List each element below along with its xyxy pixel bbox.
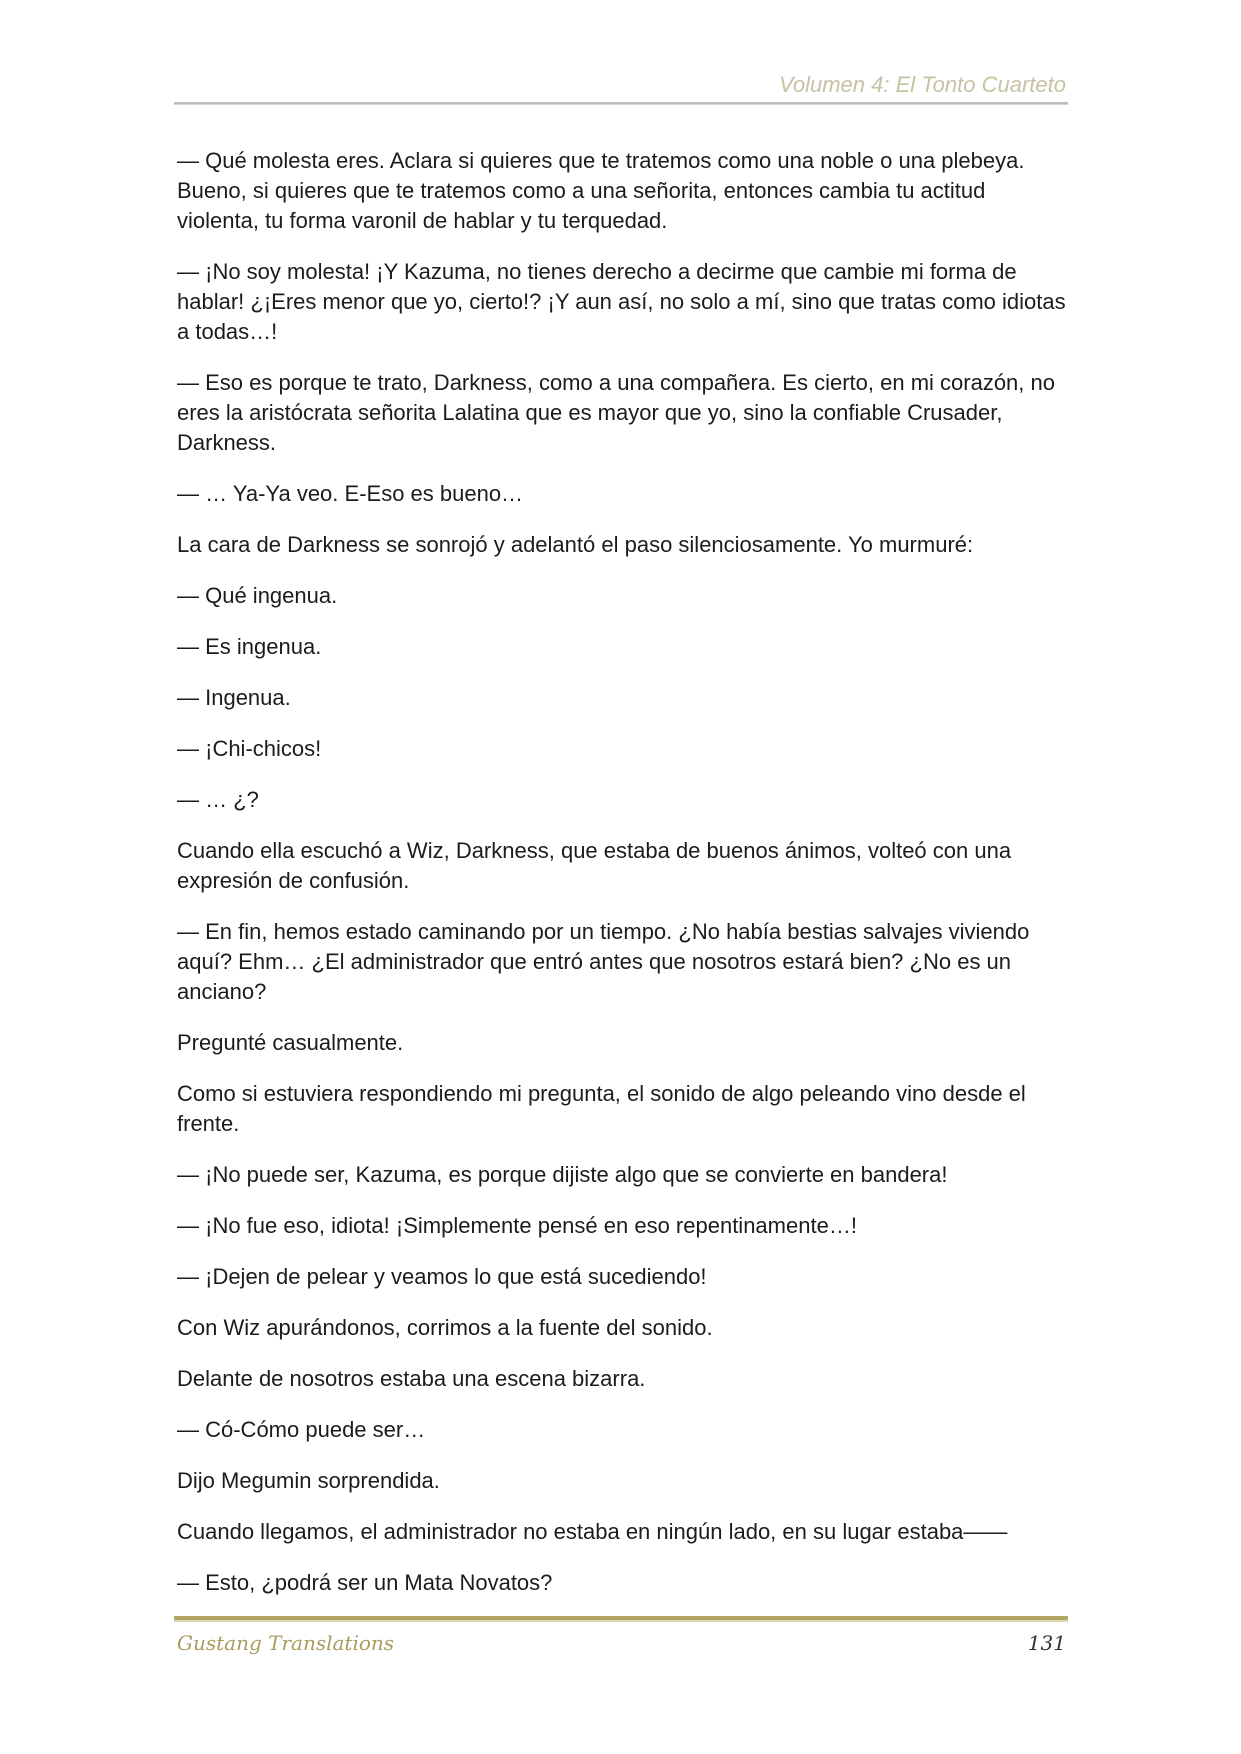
paragraph: — Qué molesta eres. Aclara si quieres que te tratemos como una noble o una plebeya. Bueno, si quieres que te tratemos como a una señorita, entonces cambia tu actitud violenta, tu forma varonil de hablar y tu terquedad. xyxy=(177,148,1025,233)
paragraph: — Ingenua. xyxy=(177,685,291,710)
page-footer xyxy=(174,1616,1068,1666)
paragraph: Cuando ella escuchó a Wiz, Darkness, que estaba de buenos ánimos, volteó con una expresión de confusión. xyxy=(177,838,1012,893)
page-header xyxy=(174,72,1068,106)
paragraph: — En fin, hemos estado caminando por un tiempo. ¿No había bestias salvajes viviendo aquí? Ehm… ¿El administrador que entró antes que nosotros estará bien? ¿No es un anciano? xyxy=(177,919,1030,1004)
paragraph: — Es ingenua. xyxy=(177,634,322,659)
paragraph: — ¡Chi-chicos! xyxy=(177,736,322,761)
paragraph: — ¡No soy molesta! ¡Y Kazuma, no tienes derecho a decirme que cambie mi forma de hablar! ¿¡Eres menor que yo, cierto!? ¡Y aun así, no solo a mí, sino que tratas como idiotas a todas…! xyxy=(177,259,1066,344)
paragraph: Cuando llegamos, el administrador no estaba en ningún lado, en su lugar estaba—— xyxy=(177,1519,1008,1544)
paragraph: La cara de Darkness se sonrojó y adelantó el paso silenciosamente. Yo murmuré: xyxy=(177,532,974,557)
paragraph: — … Ya-Ya veo. E-Eso es bueno… xyxy=(177,481,524,506)
paragraph: — ¡Dejen de pelear y veamos lo que está sucediendo! xyxy=(177,1264,707,1289)
paragraph: — Eso es porque te trato, Darkness, como a una compañera. Es cierto, en mi corazón, no eres la aristócrata señorita Lalatina que es mayor que yo, sino la confiable Crusader, Darkness. xyxy=(177,370,1055,455)
footer-publisher: Gustang Translations xyxy=(177,1631,395,1655)
footer-divider xyxy=(174,1616,1068,1622)
paragraph: Con Wiz apurándonos, corrimos a la fuente del sonido. xyxy=(177,1315,713,1340)
paragraph: — Có-Cómo puede ser… xyxy=(177,1417,426,1442)
header-divider xyxy=(174,102,1068,105)
paragraph: Como si estuviera respondiendo mi pregunta, el sonido de algo peleando vino desde el frente. xyxy=(177,1081,1026,1136)
paragraph: — Qué ingenua. xyxy=(177,583,338,608)
paragraph: Delante de nosotros estaba una escena bizarra. xyxy=(177,1366,646,1391)
paragraph: — ¡No fue eso, idiota! ¡Simplemente pensé en eso repentinamente…! xyxy=(177,1213,857,1238)
body-text xyxy=(177,146,1067,1619)
paragraph: Dijo Megumin sorprendida. xyxy=(177,1468,440,1493)
header-title: Volumen 4: El Tonto Cuarteto xyxy=(779,72,1066,97)
paragraph: — ¡No puede ser, Kazuma, es porque dijiste algo que se convierte en bandera! xyxy=(177,1162,948,1187)
paragraph: Pregunté casualmente. xyxy=(177,1030,404,1055)
page-number: 131 xyxy=(1027,1631,1066,1655)
paragraph: — Esto, ¿podrá ser un Mata Novatos? xyxy=(177,1570,553,1595)
paragraph: — … ¿? xyxy=(177,787,259,812)
